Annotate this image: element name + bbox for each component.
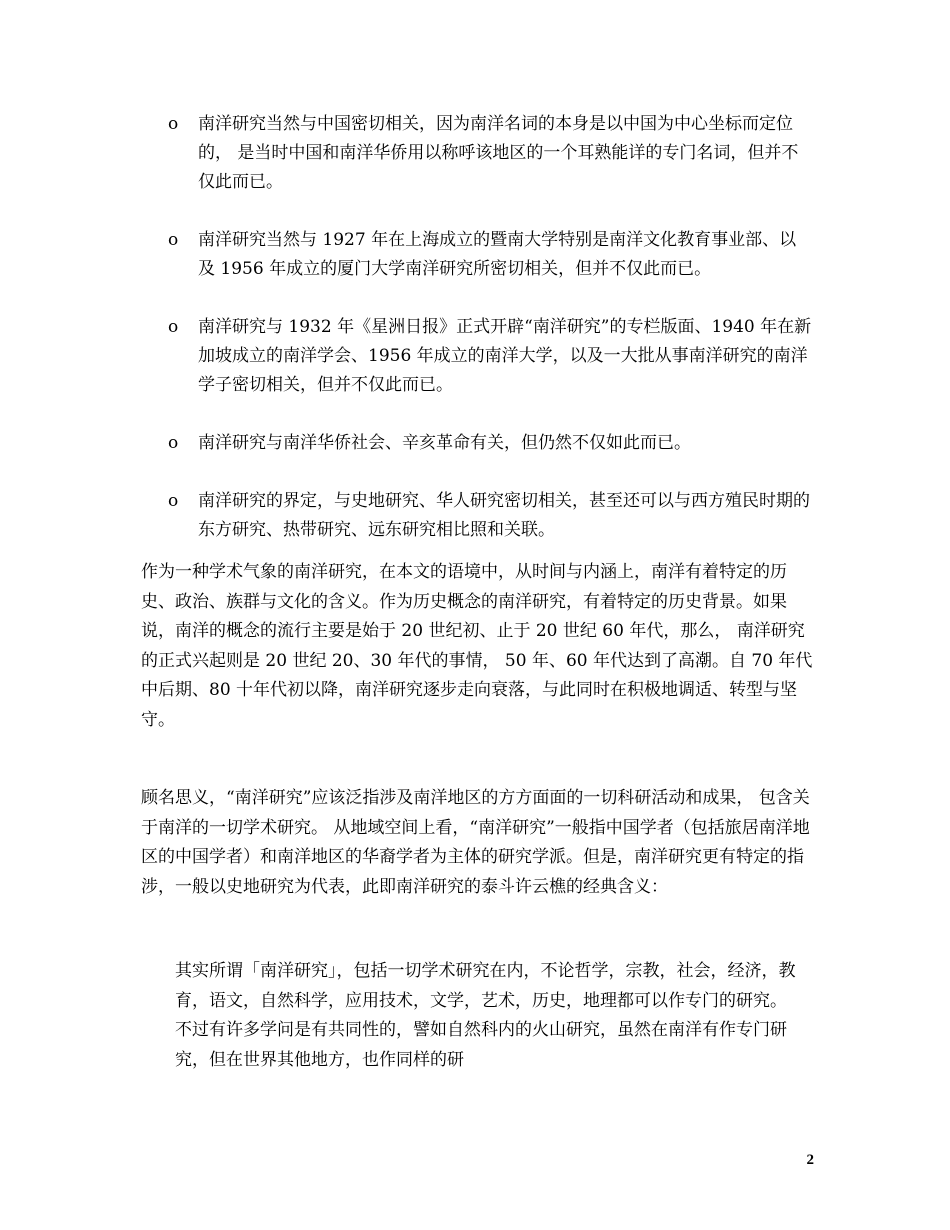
bullet-marker-icon: o bbox=[168, 114, 179, 134]
block-quote: 其实所谓「南洋研究」，包括一切学术研究在内，不论哲学，宗教，社会，经济，教育，语文，自然科学，应用技术，文学，艺术，历史，地理都可以作专门的研究。不过有许多学问是有共同性的，譬如自然科内的火山研究，虽然在南洋有作专门研究，但在世界其他地方，也作同样的研 bbox=[175, 961, 796, 1070]
bullet-text: 南洋研究的界定，与史地研究、华人研究密切相关，甚至还可以与西方殖民时期的东方研究、热带研究、远东研究相比照和关联。 bbox=[198, 491, 810, 540]
bullet-marker-icon: o bbox=[168, 433, 179, 453]
page-number: 2 bbox=[806, 1152, 814, 1168]
body-paragraph-2: 顾名思义，“南洋研究”应该泛指涉及南洋地区的方方面面的一切科研活动和成果， 包含关于南洋的一切学术研究。 从地域空间上看，“南洋研究”一般指中国学者（包括旅居南洋地区的中国学者）和南洋地区的华裔学者为主体的研究学派。但是，南洋研究更有特定的指涉，一般以史地研究为代表，此即南洋研究的泰斗许云樵的经典含义： bbox=[141, 788, 810, 897]
bullet-text: 南洋研究与 1932 年《星洲日报》正式开辟“南洋研究”的专栏版面、1940 年在新加坡成立的南洋学会、1956 年成立的南洋大学，以及一大批从事南洋研究的南洋学子密切相关，但并不仅此而已。 bbox=[198, 317, 812, 395]
list-item bbox=[168, 313, 813, 400]
list-item bbox=[168, 226, 813, 284]
list-item bbox=[168, 487, 813, 545]
body-paragraph-1: 作为一种学术气象的南洋研究，在本文的语境中，从时间与内涵上，南洋有着特定的历史、政治、族群与文化的含义。作为历史概念的南洋研究，有着特定的历史背景。如果说，南洋的概念的流行主要是始于 20 世纪初、止于 20 世纪 60 年代，那么， 南洋研究的正式兴起则是 20 世纪 20、30 年代的事情， 50 年、60 年代达到了高潮。自 70 年代中后期、80 十年代初以降，南洋研究逐步走向衰落，与此同时在积极地调适、转型与坚守。 bbox=[141, 562, 813, 730]
bullet-marker-icon: o bbox=[168, 491, 179, 511]
bullet-marker-icon: o bbox=[168, 230, 179, 250]
bullet-text: 南洋研究当然与中国密切相关，因为南洋名词的本身是以中国为中心坐标而定位的， 是当时中国和南洋华侨用以称呼该地区的一个耳熟能详的专门名词，但并不仅此而已。 bbox=[198, 114, 799, 192]
bullet-marker-icon: o bbox=[168, 317, 179, 337]
list-item bbox=[168, 429, 813, 458]
bullet-text: 南洋研究与南洋华侨社会、辛亥革命有关，但仍然不仅如此而已。 bbox=[198, 433, 691, 453]
bullet-text: 南洋研究当然与 1927 年在上海成立的暨南大学特别是南洋文化教育事业部、以及 1956 年成立的厦门大学南洋研究所密切相关，但并不仅此而已。 bbox=[198, 230, 797, 279]
bullet-list bbox=[168, 110, 813, 574]
list-item bbox=[168, 110, 813, 197]
